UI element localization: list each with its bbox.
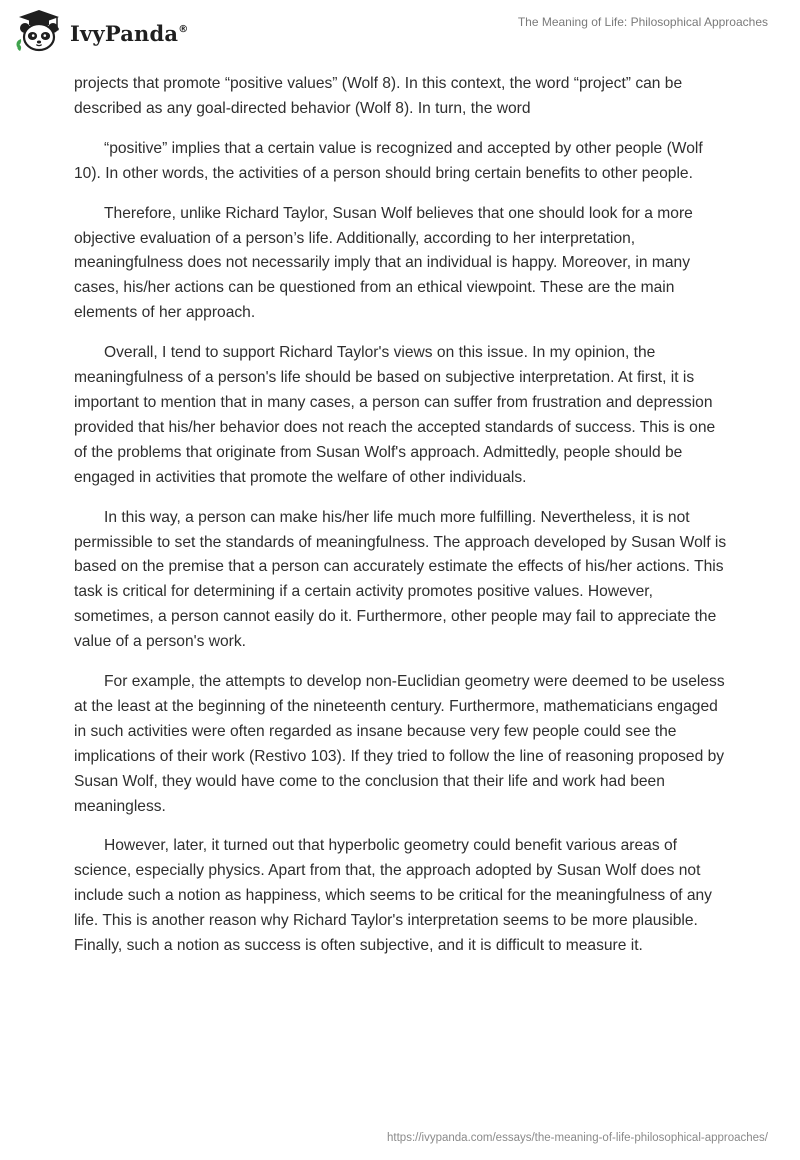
paragraph: “positive” implies that a certain value is recognized and accepted by other people (Wolf 10). In other words, the activities of a person should bring certain benefits to other people.: [74, 139, 703, 182]
paragraph: In this way, a person can make his/her life much more fulfilling. Nevertheless, it is not permissible to set the standards of meaningfulness. The approach developed by Susan Wolf is based on the premise that a person can accurately estimate the effects of his/her actions. This task is critical for determining if a certain activity promotes positive values. However, sometimes, a person cannot easily do it. Furthermore, other people may fail to appreciate the value of a person's work.: [74, 508, 727, 651]
panda-graduate-icon: [14, 9, 64, 53]
paragraph: Overall, I tend to support Richard Taylor's views on this issue. In my opinion, the meaningfulness of a person's life should be based on subjective interpretation. At first, it is important to mention that in many cases, a person can suffer from frustration and depression provided that his/her behavior does not reach the accepted standards of success. This is one of the problems that originate from Susan Wolf's approach. Admittedly, people should be engaged in activities that promote the welfare of other individuals.: [74, 344, 716, 486]
brand-name: IvyPanda®: [70, 20, 189, 46]
brand-logo[interactable]: [14, 9, 188, 53]
paragraph: For example, the attempts to develop non-Euclidian geometry were deemed to be useless at the least at the beginning of the nineteenth century. Furthermore, mathematicians engaged in such activities were often regarded as insane because very few people could see the implications of their work (Restivo 103). If they tried to follow the line of reasoning proposed by Susan Wolf, they would have come to the conclusion that their life and work had been meaningless.: [74, 673, 725, 815]
page-header: [0, 0, 800, 66]
document-title: The Meaning of Life: Philosophical Approaches: [517, 15, 768, 29]
paragraph: However, later, it turned out that hyperbolic geometry could benefit various areas of science, especially physics. Apart from that, the approach adopted by Susan Wolf does not include such a notion as happiness, which seems to be critical for the meaningfulness of any life. This is another reason why Richard Taylor's interpretation seems to be more plausible. Finally, such a notion as success is often subjective, and it is difficult to measure it.: [74, 837, 712, 955]
paragraph: Therefore, unlike Richard Taylor, Susan Wolf believes that one should look for a more objective evaluation of a person’s life. Additionally, according to her interpretation, meaningfulness does not necessarily imply that an individual is happy. Moreover, in many cases, his/her actions can be questioned from an ethical viewpoint. These are the main elements of her approach.: [74, 204, 693, 322]
paragraph: projects that promote “positive values” (Wolf 8). In this context, the word “project” can be described as any goal-directed behavior (Wolf 8). In turn, the word: [74, 75, 683, 117]
essay-body: [74, 72, 730, 974]
source-url[interactable]: https://ivypanda.com/essays/the-meaning-of-life-philosophical-approaches/: [387, 1132, 768, 1144]
